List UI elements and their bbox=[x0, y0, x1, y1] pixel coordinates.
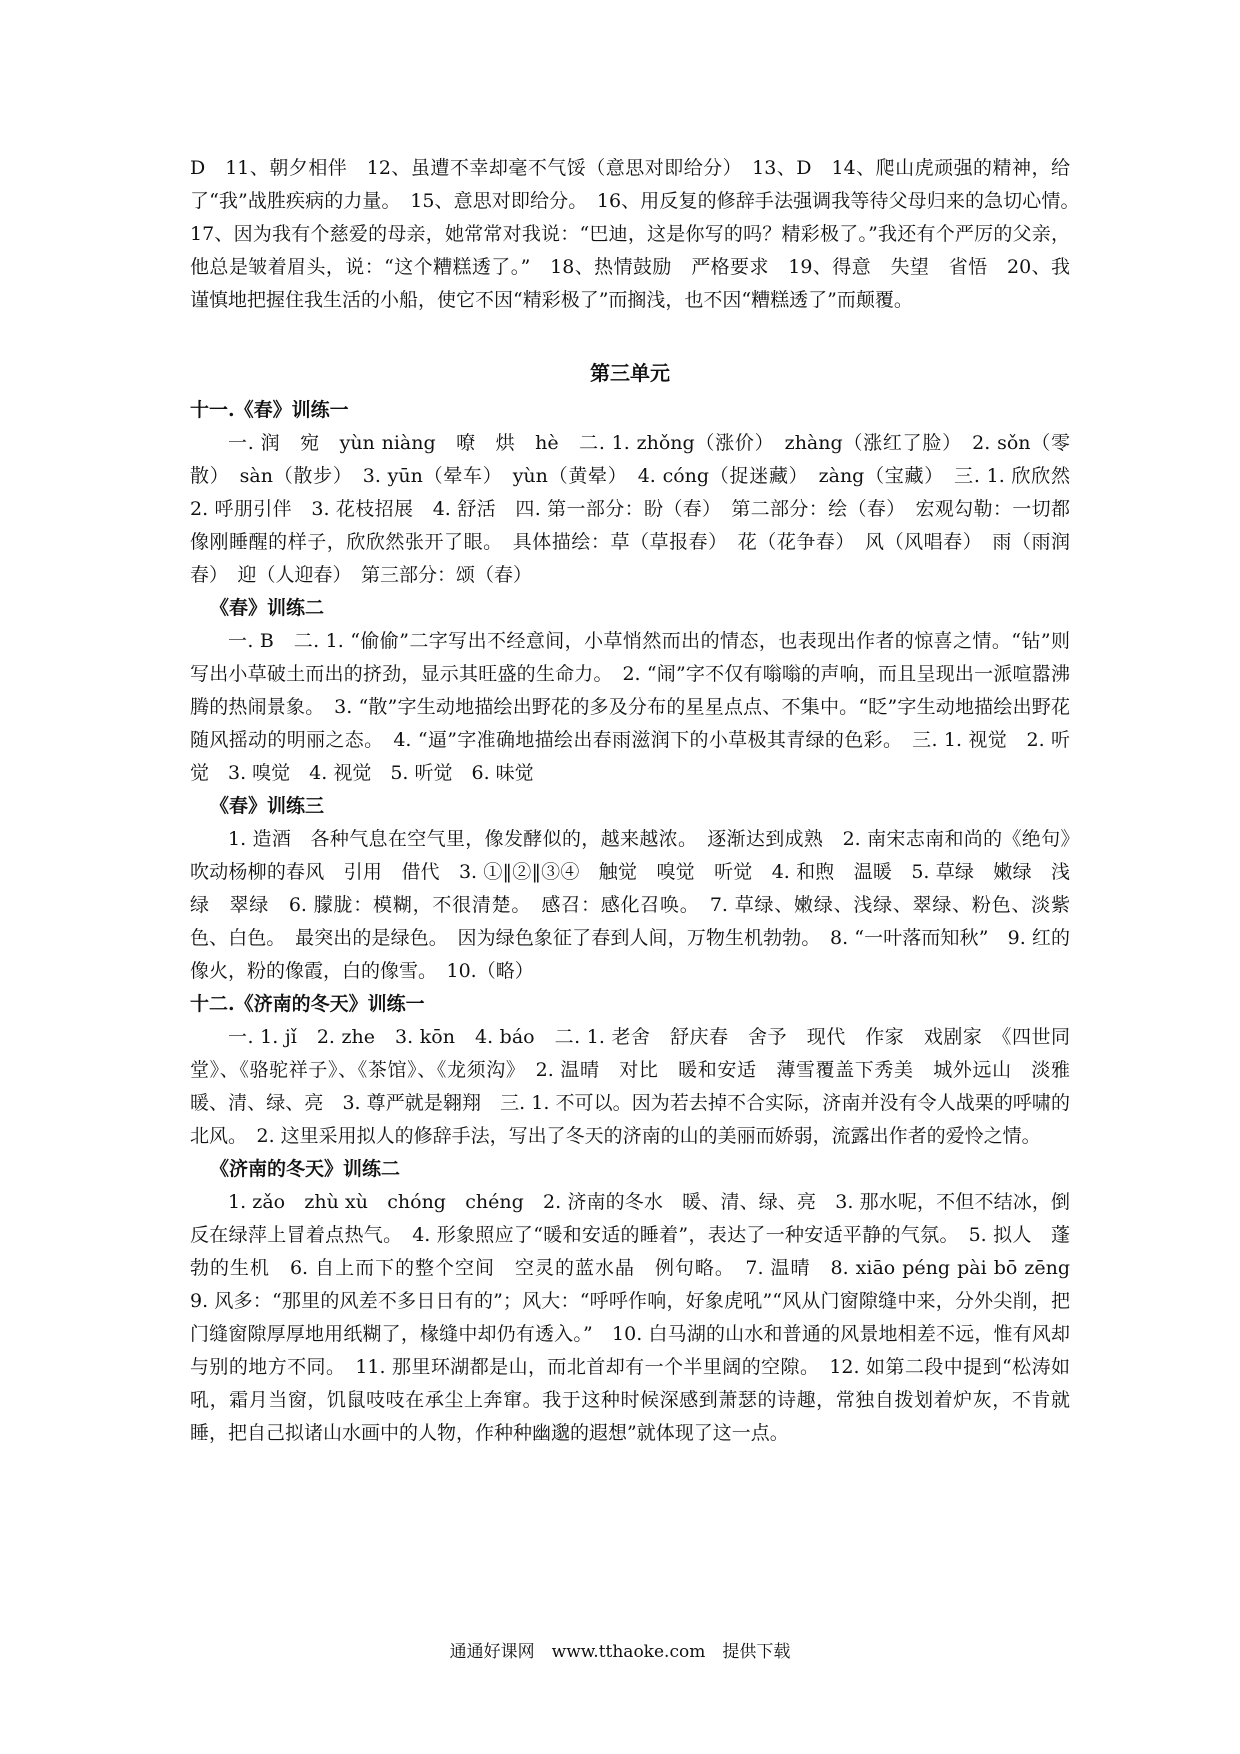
section-11-training-3-heading: 《春》训练三 bbox=[210, 795, 325, 817]
section-11-training-3: 1. 造酒 各种气息在空气里，像发酵似的，越来越浓。 逐渐达到成熟 2. 南宋志南和尚的《绝句》 吹动杨柳的春风 引用 借代 3. ①‖②‖③④ 触觉 嗅觉 听觉 4. 和煦 温暖 5. 草绿 嫩绿 浅绿 翠绿 6. 朦胧：模糊，不很清楚。 感召：感化召唤。 7. 草绿、嫩绿、浅绿、翠绿、粉色、淡紫色、白色。 最突出的是绿色。 因为绿色象征了春到人间，万物生机勃勃。 8. “一叶落而知秋” 9. 红的像火，粉的像霞，白的像雪。 10.（略） bbox=[190, 828, 1090, 982]
section-12-training-1: 一. 1. jǐ 2. zhe 3. kōn 4. báo 二. 1. 老舍 舒庆春 舍予 现代 作家 戏剧家 《四世同堂》、《骆驼祥子》、《茶馆》、《龙须沟》 2. 温晴 对比 暖和安适 薄雪覆盖下秀美 城外远山 淡雅 暖、清、绿、亮 3. 尊严就是翱翔 三. 1. 不可以。因为若去掉不合实际，济南并没有令人战栗的呼啸的北风。 2. 这里采用拟人的修辞手法，写出了冬天的济南的山的美丽而娇弱，流露出作者的爱怜之情。 bbox=[190, 1026, 1090, 1147]
intro-answers: D 11、朝夕相伴 12、虽遭不幸却毫不气馁（意思对即给分） 13、D 14、爬山虎顽强的精神，给了“我”战胜疾病的力量。 15、意思对即给分。 16、用反复的修辞手法强调我等待父母归来的急切心情。 17、因为我有个慈爱的母亲，她常常对我说：“巴迪，这是你写的吗？精彩极了。”我还有个严厉的父亲，他总是皱着眉头，说：“这个糟糕透了。” 18、热情鼓励 严格要求 19、得意 失望 省悟 20、我谨慎地把握住我生活的小船，使它不因“精彩极了”而搁浅，也不因“糟糕透了”而颠覆。 bbox=[190, 157, 1090, 311]
section-12-heading: 十二.《济南的冬天》训练一 bbox=[190, 993, 425, 1015]
answer-page bbox=[190, 152, 1090, 1450]
section-11-training-2: 一. B 二. 1. “偷偷”二字写出不经意间，小草悄然而出的情态，也表现出作者的惊喜之情。“钻”则写出小草破土而出的挤劲，显示其旺盛的生命力。 2. “闹”字不仅有嗡嗡的声响，而且呈现出一派喧嚣沸腾的热闹景象。 3. “散”字生动地描绘出野花的多及分布的星星点点、不集中。“眨”字生动地描绘出野花随风摇动的明丽之态。 4. “逼”字准确地描绘出春雨滋润下的小草极其青绿的色彩。 三. 1. 视觉 2. 听觉 3. 嗅觉 4. 视觉 5. 听觉 6. 味觉 bbox=[190, 630, 1070, 784]
section-11-training-1: 一. 润 宛 yùn niàng 嘹 烘 hè 二. 1. zhǒng（涨价） zhàng（涨红了脸） 2. sǒn（零散） sàn（散步） 3. yūn（晕车） yùn（黄晕） 4. cóng（捉迷藏） zàng（宝藏） 三. 1. 欣欣然 2. 呼朋引伴 3. 花枝招展 4. 舒活 四. 第一部分：盼（春） 第二部分：绘（春） 宏观勾勒：一切都像刚睡醒的样子，欣欣然张开了眼。 具体描绘：草（草报春） 花（花争春） 风（风唱春） 雨（雨润春） 迎（人迎春） 第三部分：颂（春） bbox=[190, 432, 1090, 586]
section-12-training-2: 1. zǎo zhù xù chóng chéng 2. 济南的冬水 暖、清、绿、亮 3. 那水呢，不但不结冰，倒反在绿萍上冒着点热气。 4. 形象照应了“暖和安适的睡着”，表达了一种安适平静的气氛。 5. 拟人 蓬勃的生机 6. 自上而下的整个空间 空灵的蓝水晶 例句略。 7. 温晴 8. xiāo péng pài bō zēng 9. 风多：“那里的风差不多日日有的”；风大：“呼呼作响，好象虎吼”“风从门窗隙缝中来，分外尖削，把门缝窗隙厚厚地用纸糊了，椽缝中却仍有透入。” 10. 白马湖的山水和普通的风景地相差不远，惟有风却与别的地方不同。 11. 那里环湖都是山，而北首却有一个半里阔的空隙。 12. 如第二段中提到“松涛如吼，霜月当窗，饥鼠吱吱在承尘上奔窜。我于这种时候深感到萧瑟的诗趣，常独自拨划着炉灰，不肯就睡，把自己拟诸山水画中的人物，作种种幽邈的遐想”就体现了这一点。 bbox=[190, 1191, 1090, 1444]
unit-title: 第三单元 bbox=[590, 361, 670, 385]
section-11-training-2-heading: 《春》训练二 bbox=[210, 597, 325, 619]
section-12-training-2-heading: 《济南的冬天》训练二 bbox=[210, 1158, 401, 1180]
section-11-heading: 十一.《春》训练一 bbox=[190, 399, 349, 421]
page-footer: 通通好课网 www.tthaoke.com 提供下载 bbox=[449, 1642, 791, 1662]
